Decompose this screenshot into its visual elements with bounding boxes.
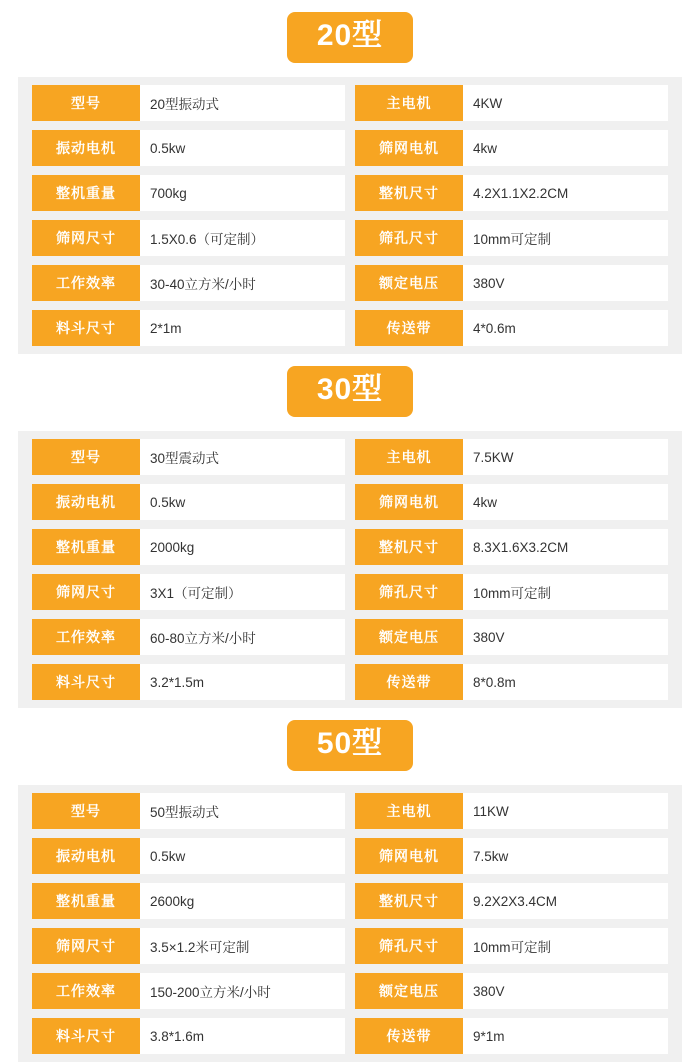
spec-pair: [355, 130, 668, 166]
spec-value: 2*1m: [140, 310, 345, 346]
spec-value: 10mm可定制: [463, 928, 668, 964]
spec-pair: [355, 310, 668, 346]
spec-value: 380V: [463, 265, 668, 301]
spec-pair: [32, 484, 345, 520]
spec-label: 传送带: [355, 1018, 463, 1054]
spec-value: 9.2X2X3.4CM: [463, 883, 668, 919]
table-row: [18, 793, 682, 829]
table-row: [18, 265, 682, 301]
spec-value: 4*0.6m: [463, 310, 668, 346]
spec-label: 传送带: [355, 664, 463, 700]
spec-pair: [355, 85, 668, 121]
spec-label: 筛孔尺寸: [355, 574, 463, 610]
section-title-badge: 30型: [287, 366, 413, 417]
spec-label: 振动电机: [32, 484, 140, 520]
table-row: [18, 439, 682, 475]
table-row: [18, 928, 682, 964]
spec-label: 整机重量: [32, 883, 140, 919]
spec-pair: [355, 439, 668, 475]
spec-pair: [32, 619, 345, 655]
spec-label: 主电机: [355, 439, 463, 475]
spec-pair: [355, 838, 668, 874]
table-row: [18, 130, 682, 166]
spec-value: 380V: [463, 973, 668, 1009]
spec-pair: [355, 883, 668, 919]
table-row: [18, 838, 682, 874]
spec-section-50: [0, 708, 700, 1062]
spec-pair: [32, 220, 345, 256]
spec-pair: [355, 973, 668, 1009]
spec-label: 料斗尺寸: [32, 1018, 140, 1054]
spec-pair: [32, 883, 345, 919]
table-row: [18, 1018, 682, 1054]
spec-pair: [32, 973, 345, 1009]
spec-pair: [32, 130, 345, 166]
spec-label: 振动电机: [32, 130, 140, 166]
section-title-wrap: [0, 708, 700, 785]
spec-pair: [32, 85, 345, 121]
spec-value: 8*0.8m: [463, 664, 668, 700]
spec-label: 主电机: [355, 793, 463, 829]
section-title-badge: 50型: [287, 720, 413, 771]
table-row: [18, 220, 682, 256]
spec-table: [18, 431, 682, 708]
spec-section-20: [0, 0, 700, 354]
spec-label: 工作效率: [32, 973, 140, 1009]
spec-pair: [32, 529, 345, 565]
table-row: [18, 85, 682, 121]
spec-label: 整机尺寸: [355, 175, 463, 211]
section-title-wrap: [0, 0, 700, 77]
spec-pair: [355, 175, 668, 211]
spec-label: 料斗尺寸: [32, 664, 140, 700]
spec-label: 筛网尺寸: [32, 928, 140, 964]
spec-label: 工作效率: [32, 619, 140, 655]
spec-label: 整机尺寸: [355, 529, 463, 565]
table-row: [18, 529, 682, 565]
spec-label: 筛网电机: [355, 484, 463, 520]
spec-value: 2000kg: [140, 529, 345, 565]
spec-pair: [32, 574, 345, 610]
table-row: [18, 484, 682, 520]
spec-value: 60-80立方米/小时: [140, 619, 345, 655]
spec-value: 10mm可定制: [463, 574, 668, 610]
spec-label: 主电机: [355, 85, 463, 121]
spec-pair: [32, 838, 345, 874]
table-row: [18, 664, 682, 700]
spec-label: 型号: [32, 439, 140, 475]
spec-pair: [32, 1018, 345, 1054]
spec-pair: [355, 220, 668, 256]
spec-value: 30-40立方米/小时: [140, 265, 345, 301]
spec-label: 筛网电机: [355, 130, 463, 166]
spec-table: [18, 785, 682, 1062]
spec-label: 型号: [32, 793, 140, 829]
spec-pair: [32, 265, 345, 301]
spec-pair: [355, 529, 668, 565]
spec-pair: [32, 664, 345, 700]
spec-value: 4.2X1.1X2.2CM: [463, 175, 668, 211]
spec-value: 0.5kw: [140, 484, 345, 520]
spec-label: 整机重量: [32, 175, 140, 211]
spec-pair: [355, 265, 668, 301]
spec-value: 20型振动式: [140, 85, 345, 121]
spec-pair: [32, 928, 345, 964]
spec-label: 筛网电机: [355, 838, 463, 874]
spec-value: 7.5kw: [463, 838, 668, 874]
spec-value: 50型振动式: [140, 793, 345, 829]
spec-label: 料斗尺寸: [32, 310, 140, 346]
spec-pair: [355, 928, 668, 964]
spec-value: 150-200立方米/小时: [140, 973, 345, 1009]
spec-table: [18, 77, 682, 354]
spec-value: 4kw: [463, 130, 668, 166]
spec-value: 700kg: [140, 175, 345, 211]
section-title-badge: 20型: [287, 12, 413, 63]
table-row: [18, 175, 682, 211]
spec-label: 型号: [32, 85, 140, 121]
table-row: [18, 883, 682, 919]
table-row: [18, 574, 682, 610]
spec-label: 筛孔尺寸: [355, 928, 463, 964]
spec-value: 3.5×1.2米可定制: [140, 928, 345, 964]
spec-label: 额定电压: [355, 265, 463, 301]
spec-value: 9*1m: [463, 1018, 668, 1054]
spec-value: 0.5kw: [140, 838, 345, 874]
spec-pair: [355, 574, 668, 610]
spec-value: 7.5KW: [463, 439, 668, 475]
spec-label: 传送带: [355, 310, 463, 346]
spec-pair: [32, 175, 345, 211]
spec-value: 3.8*1.6m: [140, 1018, 345, 1054]
spec-value: 11KW: [463, 793, 668, 829]
spec-pair: [355, 484, 668, 520]
spec-pair: [355, 619, 668, 655]
spec-label: 筛网尺寸: [32, 220, 140, 256]
spec-value: 3.2*1.5m: [140, 664, 345, 700]
spec-value: 10mm可定制: [463, 220, 668, 256]
spec-value: 30型震动式: [140, 439, 345, 475]
spec-label: 额定电压: [355, 973, 463, 1009]
spec-value: 4kw: [463, 484, 668, 520]
spec-label: 振动电机: [32, 838, 140, 874]
spec-pair: [355, 793, 668, 829]
spec-label: 整机尺寸: [355, 883, 463, 919]
spec-value: 4KW: [463, 85, 668, 121]
spec-pair: [355, 664, 668, 700]
spec-label: 额定电压: [355, 619, 463, 655]
spec-label: 整机重量: [32, 529, 140, 565]
spec-label: 工作效率: [32, 265, 140, 301]
spec-value: 2600kg: [140, 883, 345, 919]
spec-value: 380V: [463, 619, 668, 655]
spec-label: 筛孔尺寸: [355, 220, 463, 256]
spec-pair: [355, 1018, 668, 1054]
section-title-wrap: [0, 354, 700, 431]
spec-pair: [32, 439, 345, 475]
table-row: [18, 973, 682, 1009]
table-row: [18, 619, 682, 655]
spec-value: 8.3X1.6X3.2CM: [463, 529, 668, 565]
spec-label: 筛网尺寸: [32, 574, 140, 610]
spec-value: 0.5kw: [140, 130, 345, 166]
spec-pair: [32, 310, 345, 346]
spec-section-30: [0, 354, 700, 708]
spec-pair: [32, 793, 345, 829]
spec-value: 3X1（可定制）: [140, 574, 345, 610]
table-row: [18, 310, 682, 346]
spec-value: 1.5X0.6（可定制）: [140, 220, 345, 256]
